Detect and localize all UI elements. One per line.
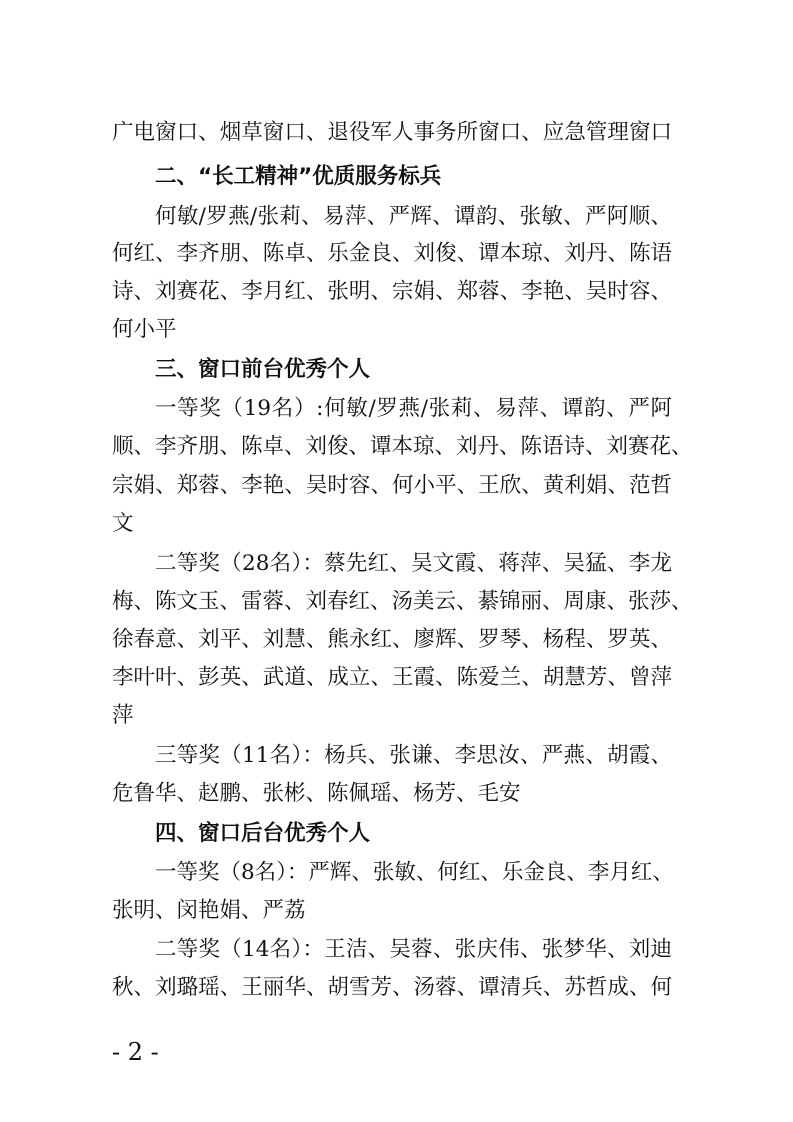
section3-first-prize-line: 宗娟、郑蓉、李艳、吴时容、何小平、王欣、黄利娟、范哲 bbox=[112, 473, 672, 498]
section3-second-prize-line: 萍 bbox=[112, 703, 134, 728]
section4-first-prize-line: 张明、闵艳娟、严荔 bbox=[112, 898, 306, 923]
section4-heading: 四、窗口后台优秀个人 bbox=[155, 821, 371, 846]
section4-second-prize-line: 二等奖（14名）：王洁、吴蓉、张庆伟、张梦华、刘迪 bbox=[155, 937, 672, 962]
section3-first-prize-line: 一等奖（19名）:何敏/罗燕/张莉、易萍、谭韵、严阿 bbox=[155, 396, 672, 421]
page-number: - 2 - bbox=[112, 1038, 159, 1066]
section3-second-prize-line: 李叶叶、彭英、武道、成立、王霞、陈爱兰、胡慧芳、曾萍 bbox=[112, 665, 672, 690]
section2-line: 何小平 bbox=[112, 317, 177, 342]
section2-heading: 二、“长工精神”优质服务标兵 bbox=[155, 164, 442, 189]
section2-line: 诗、刘赛花、李月红、张明、宗娟、郑蓉、李艳、吴时容、 bbox=[112, 279, 672, 304]
section3-heading: 三、窗口前台优秀个人 bbox=[155, 357, 371, 382]
section2-line: 何红、李齐朋、陈卓、乐金良、刘俊、谭本琼、刘丹、陈语 bbox=[112, 241, 672, 266]
section3-third-prize-line: 三等奖（11名）：杨兵、张谦、李思汝、严燕、胡霞、 bbox=[155, 743, 672, 768]
section3-second-prize-line: 二等奖（28名）：蔡先红、吴文霞、蒋萍、吴猛、李龙 bbox=[155, 551, 672, 576]
section3-third-prize-line: 危鲁华、赵鹏、张彬、陈佩瑶、杨芳、毛安 bbox=[112, 781, 521, 806]
section4-first-prize-line: 一等奖（8名）：严辉、张敏、何红、乐金良、李月红、 bbox=[155, 860, 674, 885]
intro-line: 广电窗口、烟草窗口、退役军人事务所窗口、应急管理窗口 bbox=[112, 120, 672, 145]
section3-second-prize-line: 徐春意、刘平、刘慧、熊永红、廖辉、罗琴、杨程、罗英、 bbox=[112, 627, 672, 652]
section3-first-prize-line: 顺、李齐朋、陈卓、刘俊、谭本琼、刘丹、陈语诗、刘赛花、 bbox=[112, 434, 693, 459]
section3-second-prize-line: 梅、陈文玉、雷蓉、刘春红、汤美云、綦锦丽、周康、张莎、 bbox=[112, 589, 693, 614]
section3-first-prize-line: 文 bbox=[112, 511, 134, 536]
section2-line: 何敏/罗燕/张莉、易萍、严辉、谭韵、张敏、严阿顺、 bbox=[155, 204, 672, 229]
section4-second-prize-line: 秋、刘璐瑶、王丽华、胡雪芳、汤蓉、谭清兵、苏哲成、何 bbox=[112, 975, 672, 1000]
